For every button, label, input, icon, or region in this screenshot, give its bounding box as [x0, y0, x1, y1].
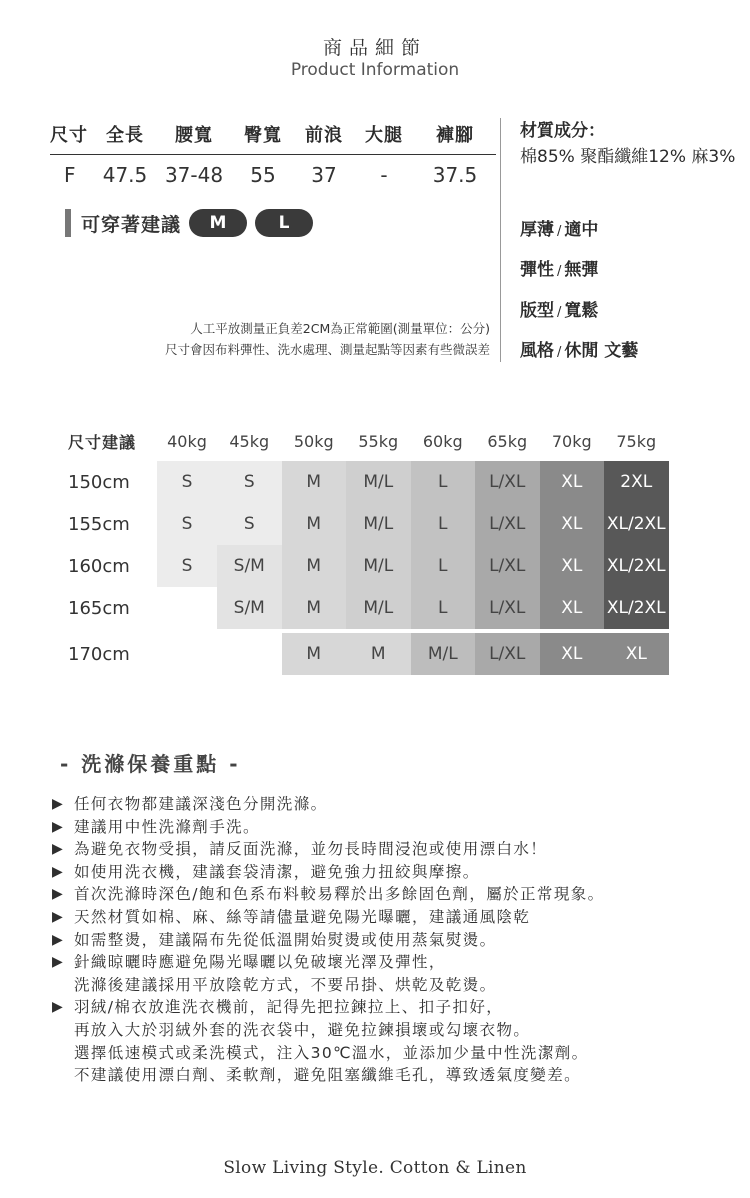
size-cell: XL/2XL [604, 587, 669, 629]
size-cell [157, 587, 217, 629]
size-cell: XL/2XL [604, 503, 669, 545]
length-value: 47.5 [102, 163, 148, 187]
care-text: 針織晾曬時應避免陽光曝曬以免破壞光澤及彈性， [74, 953, 446, 972]
grid-row [60, 587, 669, 629]
size-cell: L/XL [475, 545, 540, 587]
care-item [52, 861, 742, 884]
attr-value: 寬鬆 [564, 301, 599, 321]
size-cell: M/L [346, 545, 411, 587]
bullet-triangle-icon: ▶ [52, 931, 65, 948]
attr-value: 無彈 [564, 260, 599, 280]
measurement-note: 人工平放測量正負差2CM為正常範圍(測量單位：公分) [190, 321, 490, 336]
size-cell: XL [540, 461, 605, 503]
size-cell: 2XL [604, 461, 669, 503]
care-item [52, 906, 742, 929]
size-col-hip: 臀寬 [244, 125, 282, 146]
size-cell: S/M [217, 545, 282, 587]
front-rise-value: 37 [311, 163, 337, 187]
size-cell: M/L [346, 461, 411, 503]
size-cell: M/L [411, 633, 476, 675]
section-title-en: Product Information [290, 60, 460, 80]
weight-header: 75kg [616, 431, 657, 451]
care-text-continued: 選擇低速模式或柔洗模式，注入30℃溫水，並添加少量中性洗潔劑。 [74, 1043, 589, 1062]
thigh-value: - [380, 163, 388, 187]
size-cell: S [217, 503, 282, 545]
size-table-header [50, 114, 496, 155]
grid-body [60, 461, 669, 675]
care-item [52, 951, 742, 974]
size-cell: XL [540, 545, 605, 587]
bullet-triangle-icon: ▶ [52, 954, 65, 971]
size-cell: M/L [346, 503, 411, 545]
attr-separator: / [557, 264, 562, 279]
size-col-front-rise: 前浪 [305, 125, 343, 146]
size-cell: M [282, 633, 347, 675]
size-cell: XL/2XL [604, 545, 669, 587]
attr-name: 版型 [520, 301, 554, 321]
care-item [52, 816, 742, 839]
grid-row [60, 545, 669, 587]
attr-value: 休閒 文藝 [564, 341, 639, 361]
size-cell: S/M [217, 587, 282, 629]
size-cell: M [282, 545, 347, 587]
size-cell: L [411, 461, 476, 503]
care-text: 任何衣物都建議深淺色分開洗滌。 [74, 795, 328, 813]
material-composition: 棉85% 聚酯纖維12% 麻3% [520, 147, 736, 167]
height-label: 165cm [68, 597, 130, 619]
size-cell: L/XL [475, 503, 540, 545]
bullet-triangle-icon: ▶ [52, 999, 65, 1016]
care-text-continued: 洗滌後建議採用平放陰乾方式，不要吊掛、烘乾及乾燙。 [74, 975, 497, 994]
attr-name: 彈性 [520, 260, 554, 280]
size-cell [157, 633, 217, 675]
height-label: 150cm [68, 471, 130, 493]
bullet-triangle-icon: ▶ [52, 908, 65, 925]
size-col-waist: 腰寬 [175, 125, 213, 146]
size-cell: M [282, 461, 347, 503]
size-cell: S [157, 461, 217, 503]
bullet-triangle-icon: ▶ [52, 841, 65, 858]
weight-header: 60kg [422, 431, 463, 451]
weight-header: 55kg [358, 431, 399, 451]
size-table [50, 114, 496, 195]
care-item [52, 929, 742, 952]
bullet-triangle-icon: ▶ [52, 863, 65, 880]
care-text: 首次洗滌時深色/飽和色系布料較易釋於出多餘固色劑，屬於正常現象。 [74, 885, 605, 904]
size-table-row [50, 155, 496, 195]
size-cell: S [157, 545, 217, 587]
size-col-length: 全長 [106, 125, 144, 146]
grid-corner-label: 尺寸建議 [68, 432, 137, 452]
attr-fit [520, 296, 598, 321]
care-text: 如需整燙，建議隔布先從低溫開始熨燙或使用蒸氣熨燙。 [74, 930, 497, 949]
bullet-triangle-icon: ▶ [52, 818, 65, 835]
attr-elasticity [520, 255, 598, 280]
care-item [52, 793, 742, 816]
size-cell: L [411, 587, 476, 629]
wear-suggestion [65, 208, 321, 238]
hip-value: 55 [250, 163, 276, 187]
height-label: 160cm [68, 555, 130, 577]
care-list [52, 793, 742, 1087]
weight-header: 70kg [551, 431, 592, 451]
care-text-continued: 再放入大於羽絨外套的洗衣袋中，避免拉鍊損壞或勾壞衣物。 [74, 1020, 531, 1039]
accent-bar [65, 209, 71, 237]
size-badge-m: M [189, 209, 247, 237]
material-title: 材質成分： [520, 121, 605, 141]
attr-separator: / [557, 305, 562, 320]
attr-name: 風格 [520, 341, 554, 361]
size-cell: S [217, 461, 282, 503]
attr-value: 適中 [564, 220, 599, 240]
size-cell: L [411, 503, 476, 545]
care-item [52, 996, 742, 1019]
care-text: 如使用洗衣機，建議套袋清潔，避免強力扭絞與摩擦。 [74, 862, 480, 881]
size-recommendation-grid [60, 421, 669, 675]
grid-row [60, 461, 669, 503]
care-text: 建議用中性洗滌劑手洗。 [74, 817, 260, 836]
attr-thickness [520, 215, 598, 240]
tolerance-note: 尺寸會因布料彈性、洗水處理、測量起點等因素有些微誤差 [164, 342, 490, 357]
care-text: 天然材質如棉、麻、絲等請儘量避免陽光曝曬，建議通風陰乾 [74, 907, 531, 926]
size-cell: M [282, 503, 347, 545]
attr-separator: / [557, 345, 562, 360]
care-text: 為避免衣物受損，請反面洗滌，並勿長時間浸泡或使用漂白水！ [74, 840, 548, 859]
size-cell: S [157, 503, 217, 545]
weight-header: 50kg [293, 431, 334, 451]
size-cell: XL [540, 587, 605, 629]
height-label: 155cm [68, 513, 130, 535]
size-cell: L [411, 545, 476, 587]
footer-tagline: Slow Living Style. Cotton & Linen [223, 1158, 527, 1178]
care-text-continued: 不建議使用漂白劑、柔軟劑，避免阻塞纖維毛孔，導致透氣度變差。 [74, 1066, 582, 1085]
waist-value: 37-48 [164, 163, 224, 187]
height-label: 170cm [68, 643, 130, 665]
wear-label: 可穿著建議 [81, 213, 182, 236]
grid-row [60, 503, 669, 545]
vertical-divider [500, 118, 501, 362]
size-cell [217, 633, 282, 675]
attr-separator: / [557, 224, 562, 239]
size-badge-l: L [255, 209, 313, 237]
size-cell: M/L [346, 587, 411, 629]
size-cell: XL [540, 633, 605, 675]
size-cell: XL [540, 503, 605, 545]
weight-header: 40kg [167, 431, 207, 451]
section-title-zh: 商品細節 [322, 37, 427, 59]
care-text: 羽絨/棉衣放進洗衣機前，記得先把拉鍊拉上、扣子扣好， [74, 998, 504, 1017]
hem-value: 37.5 [432, 163, 478, 187]
size-cell: L/XL [475, 461, 540, 503]
weight-header: 65kg [487, 431, 528, 451]
care-item [52, 883, 742, 906]
attr-style [520, 336, 638, 361]
size-col-hem: 褲腳 [436, 125, 474, 146]
size-cell: L/XL [475, 633, 540, 675]
grid-header-row [60, 421, 669, 461]
care-item [52, 838, 742, 861]
size-cell: M [282, 587, 347, 629]
care-title: - 洗滌保養重點 - [60, 752, 241, 776]
size-col-thigh: 大腿 [365, 125, 403, 146]
weight-header: 45kg [229, 431, 270, 451]
attr-name: 厚薄 [520, 220, 554, 240]
size-col-size: 尺寸 [50, 125, 88, 146]
size-value: F [64, 163, 76, 187]
grid-row [60, 633, 669, 675]
size-cell: L/XL [475, 587, 540, 629]
bullet-triangle-icon: ▶ [52, 886, 65, 903]
size-cell: XL [604, 633, 669, 675]
bullet-triangle-icon: ▶ [52, 796, 65, 812]
size-cell: M [346, 633, 411, 675]
